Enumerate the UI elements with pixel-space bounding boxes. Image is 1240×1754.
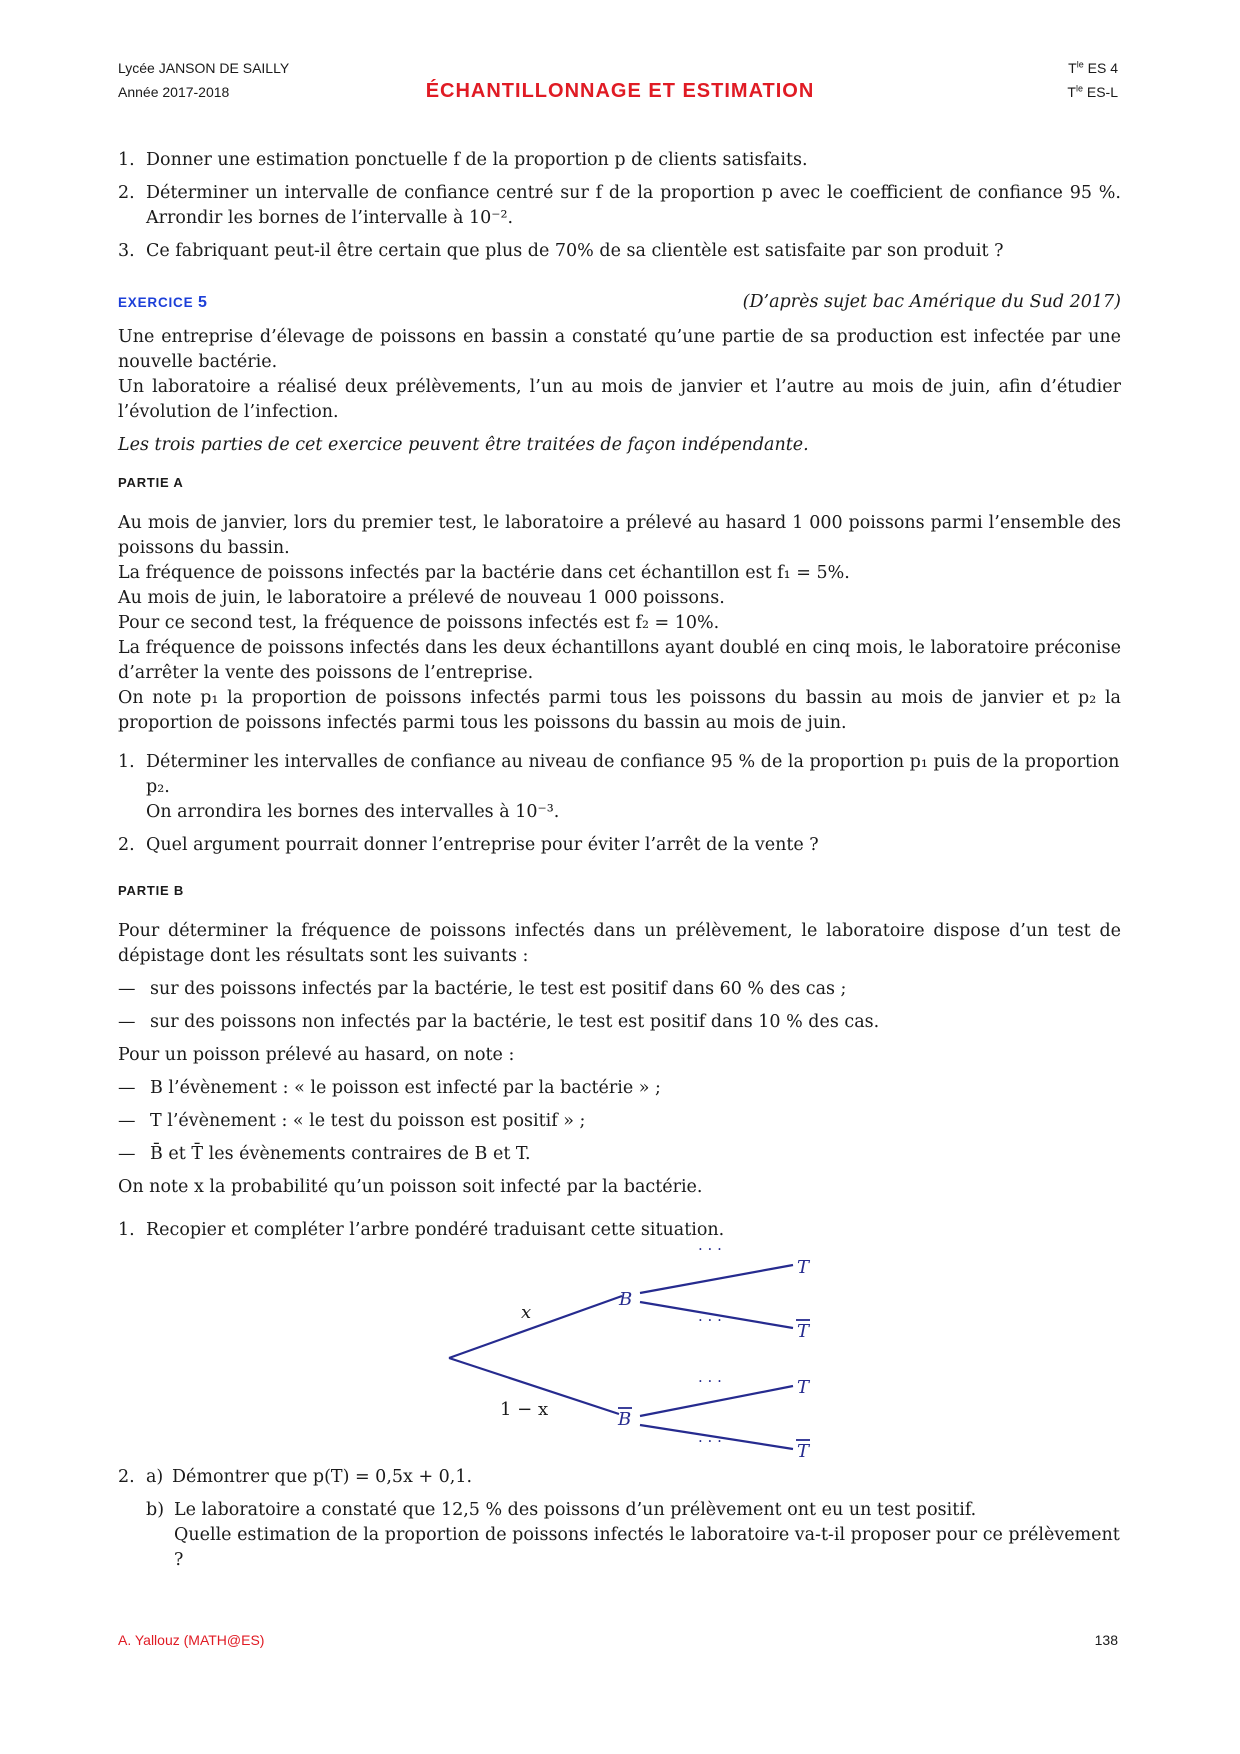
branch-root-b (449, 1296, 622, 1358)
page-title: ÉCHANTILLONNAGE ET ESTIMATION (425, 80, 815, 102)
branch-bbar-tbar (640, 1425, 793, 1449)
weight-dots-3: · · · (698, 1372, 722, 1390)
class-label-2: $T^{le}$ ES-L (1067, 83, 1118, 100)
list-item: — sur des poissons non infectés par la bactérie, le test est positif dans 10 % des cas. (118, 1012, 880, 1032)
document-body (118, 148, 1121, 1251)
part-a-p6: On note p₁ la proportion de poissons infectés parmi tous les poissons du bassin au mois de janvier et p₂ la proportion de poissons infectés parmi tous les poissons du bassin au mois de juin. (118, 688, 1121, 733)
prev-q1: Donner une estimation ponctuelle f de la proportion p de clients satisfaits. (146, 150, 808, 170)
part-b-d2: sur des poissons non infectés par la bactérie, le test est positif dans 10 % des cas. (150, 1012, 880, 1032)
list-item: 2. Quel argument pourrait donner l’entreprise pour éviter l’arrêt de la vente ? (118, 835, 819, 855)
exercise-intro-2: Un laboratoire a réalisé deux prélèvements, l’un au mois de janvier et l’autre au mois de juin, afin d’étudier l’évolution de l’infection. (118, 377, 1121, 422)
prev-q2: Déterminer un intervalle de confiance centré sur f de la proportion p avec le coefficient de confiance 95 %. Arrondir les bornes de l’intervalle à 10⁻². (146, 183, 1121, 228)
list-item: 1. Déterminer les intervalles de confiance au niveau de confiance 95 % de la proportion p₁ puis de la proportion p₂. On arrondira les bornes des intervalles à 10⁻³. (118, 752, 1120, 822)
part-b-p2: Pour un poisson prélevé au hasard, on note : (118, 1045, 515, 1065)
branch-bbar-t (640, 1386, 793, 1416)
part-a-q1: Déterminer les intervalles de confiance au niveau de confiance 95 % de la proportion p₁ puis de la proportion p₂. (146, 752, 1120, 797)
branch-b-tbar (640, 1302, 793, 1328)
part-a-title: PARTIE A (118, 475, 184, 490)
exercise-note: Les trois parties de cet exercice peuvent être traitées de façon indépendante. (118, 435, 809, 455)
exercise-intro-1: Une entreprise d’élevage de poissons en bassin a constaté qu’une partie de sa production est infectée par une nouvelle bactérie. (118, 327, 1121, 372)
exercise-source: (D’après sujet bac Amérique du Sud 2017) (742, 292, 1121, 312)
weight-dots-2: · · · (698, 1311, 722, 1329)
part-a-p3: Au mois de juin, le laboratoire a prélevé de nouveau 1 000 poissons. (118, 588, 725, 608)
part-b-p1: Pour déterminer la fréquence de poissons infectés dans un prélèvement, le laboratoire dispose d’un test de dépistage dont les résultats sont les suivants : (118, 921, 1121, 966)
leaf-t-2: T (797, 1377, 810, 1398)
weight-1-minus-x: 1 − x (500, 1399, 549, 1420)
list-item: — sur des poissons infectés par la bactérie, le test est positif dans 60 % des cas ; (118, 979, 847, 999)
school-name: Lycée JANSON DE SAILLY (118, 60, 290, 76)
list-item: — B l’évènement : « le poisson est infecté par la bactérie » ; (118, 1078, 661, 1098)
exercise-header (118, 290, 1121, 315)
part-a-q1-rounding: On arrondira les bornes des intervalles à 10⁻³. (146, 802, 560, 822)
leaf-t-1: T (797, 1257, 810, 1278)
part-a-questions (118, 750, 1121, 858)
page-number: 138 (1094, 1632, 1118, 1648)
school-year: Année 2017-2018 (118, 84, 230, 100)
exercise-title: EXERCICE 5 (118, 294, 208, 311)
weight-dots-4: · · · (698, 1432, 722, 1450)
branch-root-bbar (449, 1358, 619, 1414)
leaf-tbar-2: T (797, 1441, 810, 1462)
list-item: — T l’évènement : « le test du poisson est positif » ; (118, 1111, 586, 1131)
part-b-d1: sur des poissons infectés par la bactérie, le test est positif dans 60 % des cas ; (150, 979, 847, 999)
node-bbar: B (618, 1409, 632, 1430)
part-b-q1: Recopier et compléter l’arbre pondéré traduisant cette situation. (146, 1220, 725, 1240)
previous-questions (118, 148, 1121, 264)
weight-x: x (521, 1302, 532, 1323)
part-b-q2b-2: Quelle estimation de la proportion de poissons infectés le laboratoire va-t-il proposer pour ce prélèvement ? (174, 1525, 1120, 1570)
footer-author: A. Yallouz (MATH@ES) (118, 1632, 265, 1648)
part-a-p4: Pour ce second test, la fréquence de poissons infectés est f₂ = 10%. (118, 613, 720, 633)
part-b-e2: T l’évènement : « le test du poisson est positif » ; (150, 1111, 586, 1131)
part-b-e1: B l’évènement : « le poisson est infecté par la bactérie » ; (150, 1078, 661, 1098)
part-b-question-2 (118, 1465, 1121, 1581)
part-a-p1: Au mois de janvier, lors du premier test, le laboratoire a prélevé au hasard 1 000 poissons parmi l’ensemble des poissons du bassin. (118, 513, 1121, 558)
branch-b-t (640, 1265, 793, 1293)
list-item: — B̄ et T̄ les évènements contraires de B et T. (118, 1144, 531, 1164)
part-b-p3: On note x la probabilité qu’un poisson soit infecté par la bactérie. (118, 1177, 703, 1197)
node-b: B (619, 1289, 633, 1310)
class-label-1: $T^{le}$ ES 4 (1068, 59, 1118, 76)
leaf-tbar-1: T (797, 1321, 810, 1342)
list-item: b) Le laboratoire a constaté que 12,5 % des poissons d’un prélèvement ont eu un test positif. Quelle estimation de la proportion de poissons infectés le laboratoire va-t-il proposer pour ce prélèvement ? (146, 1500, 1120, 1570)
part-b-title: PARTIE B (118, 883, 185, 898)
list-item: 2. a) Démontrer que p(T) = 0,5x + 0,1. (118, 1467, 473, 1487)
part-b-q2b-1: Le laboratoire a constaté que 12,5 % des poissons d’un prélèvement ont eu un test positif. (174, 1500, 977, 1520)
part-a-p5: La fréquence de poissons infectés dans les deux échantillons ayant doublé en cinq mois, le laboratoire préconise d’arrêter la vente des poissons de l’entreprise. (118, 638, 1121, 683)
part-a-q2: Quel argument pourrait donner l’entreprise pour éviter l’arrêt de la vente ? (146, 835, 819, 855)
weight-dots-1: · · · (698, 1240, 722, 1258)
list-item: 1. Donner une estimation ponctuelle f de la proportion p de clients satisfaits. (118, 150, 808, 170)
part-a-p2: La fréquence de poissons infectés par la bactérie dans cet échantillon est f₁ = 5%. (118, 563, 850, 583)
part-b-e3: B̄ et T̄ les évènements contraires de B et T. (150, 1144, 531, 1164)
list-item: 2. Déterminer un intervalle de confiance centré sur f de la proportion p avec le coefficient de confiance 95 %. Arrondir les bornes de l’intervalle à 10⁻². (118, 183, 1121, 228)
prev-q3: Ce fabriquant peut-il être certain que plus de 70% de sa clientèle est satisfaite par son produit ? (146, 241, 1004, 261)
list-item: 1. Recopier et compléter l’arbre pondéré traduisant cette situation. (118, 1220, 725, 1240)
list-item: 3. Ce fabriquant peut-il être certain que plus de 70% de sa clientèle est satisfaite par son produit ? (118, 241, 1004, 261)
part-b-q2a: Démontrer que p(T) = 0,5x + 0,1. (172, 1467, 473, 1487)
